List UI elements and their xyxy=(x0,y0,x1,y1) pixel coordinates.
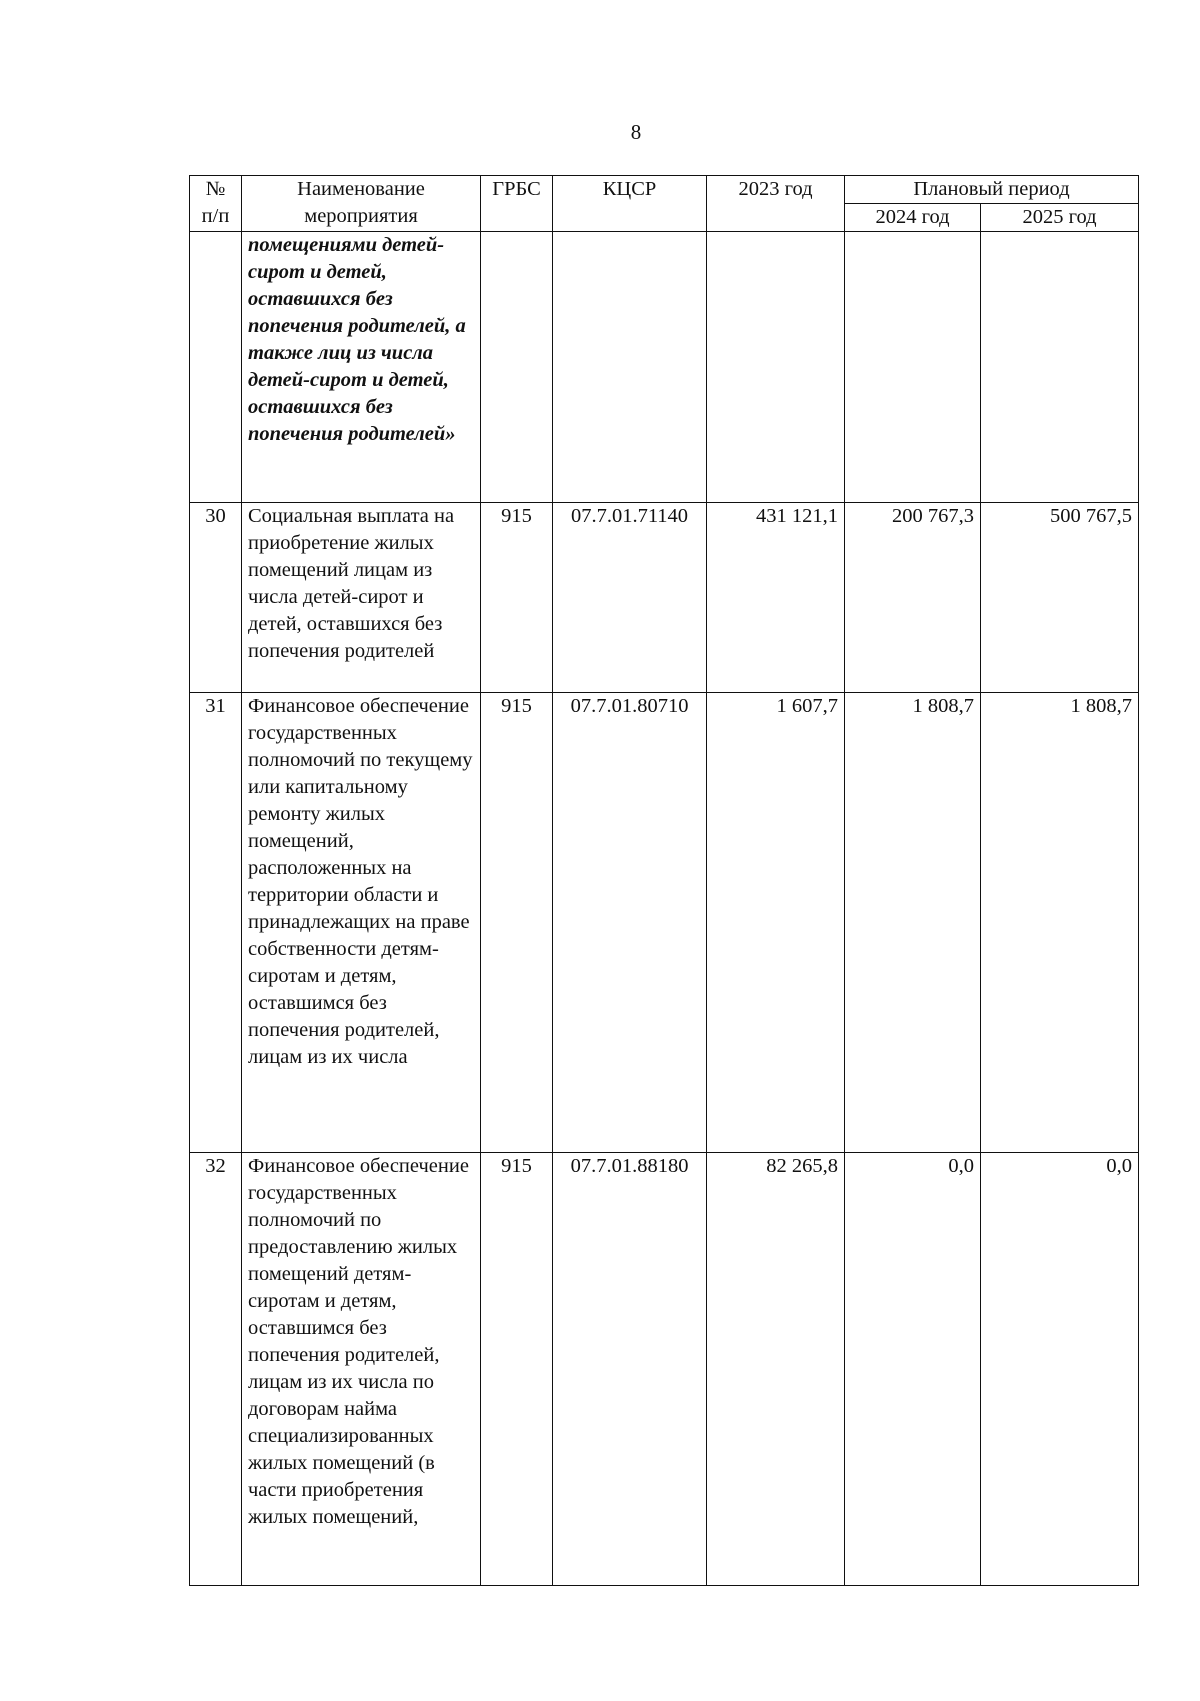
cell-grbs: 915 xyxy=(481,503,553,693)
header-2023: 2023 год xyxy=(707,176,845,232)
cell-2024 xyxy=(845,232,981,503)
table-row xyxy=(190,1153,1139,1586)
table-header xyxy=(190,176,1139,232)
cell-num xyxy=(190,232,242,503)
table-row xyxy=(190,693,1139,1153)
cell-name: Социальная выплата на приобретение жилых помещений лицам из числа детей-сирот и детей, оставшихся без попечения родителей xyxy=(242,503,481,693)
cell-2024: 200 767,3 xyxy=(845,503,981,693)
cell-2024: 0,0 xyxy=(845,1153,981,1586)
header-num: № п/п xyxy=(190,176,242,232)
budget-table xyxy=(189,175,1139,1586)
cell-2025 xyxy=(981,232,1139,503)
cell-num: 31 xyxy=(190,693,242,1153)
cell-name: Финансовое обеспечение государственных полномочий по предоставлению жилых помещений детям-сиротам и детям, оставшимся без попечения родителей, лицам из их числа по договорам найма специализированных жилых помещений (в части приобретения жилых помещений, xyxy=(242,1153,481,1586)
cell-2023: 1 607,7 xyxy=(707,693,845,1153)
page-number: 8 xyxy=(630,120,642,144)
header-2024: 2024 год xyxy=(845,204,981,232)
cell-num: 30 xyxy=(190,503,242,693)
cell-2025: 0,0 xyxy=(981,1153,1139,1586)
cell-2023: 82 265,8 xyxy=(707,1153,845,1586)
table-row xyxy=(190,232,1139,503)
cell-kcsr: 07.7.01.71140 xyxy=(553,503,707,693)
cell-2023 xyxy=(707,232,845,503)
cell-2025: 500 767,5 xyxy=(981,503,1139,693)
cell-grbs: 915 xyxy=(481,1153,553,1586)
cell-2025: 1 808,7 xyxy=(981,693,1139,1153)
header-name: Наименование мероприятия xyxy=(242,176,481,232)
cell-name: Финансовое обеспечение государственных полномочий по текущему или капитальному ремонту жилых помещений, расположенных на территории области и принадлежащих на праве собственности детям-сиротам и детям, оставшимся без попечения родителей, лицам из их числа xyxy=(242,693,481,1153)
cell-2024: 1 808,7 xyxy=(845,693,981,1153)
cell-kcsr: 07.7.01.88180 xyxy=(553,1153,707,1586)
cell-2023: 431 121,1 xyxy=(707,503,845,693)
table-row xyxy=(190,503,1139,693)
header-2025: 2025 год xyxy=(981,204,1139,232)
header-planned-period: Плановый период xyxy=(845,176,1139,204)
cell-kcsr xyxy=(553,232,707,503)
header-grbs: ГРБС xyxy=(481,176,553,232)
header-kcsr: КЦСР xyxy=(553,176,707,232)
cell-grbs xyxy=(481,232,553,503)
cell-num: 32 xyxy=(190,1153,242,1586)
cell-name: помещениями детей-сирот и детей, оставшихся без попечения родителей, а также лиц из числа детей-сирот и детей, оставшихся без попечения родителей» xyxy=(242,232,481,503)
cell-grbs: 915 xyxy=(481,693,553,1153)
cell-kcsr: 07.7.01.80710 xyxy=(553,693,707,1153)
